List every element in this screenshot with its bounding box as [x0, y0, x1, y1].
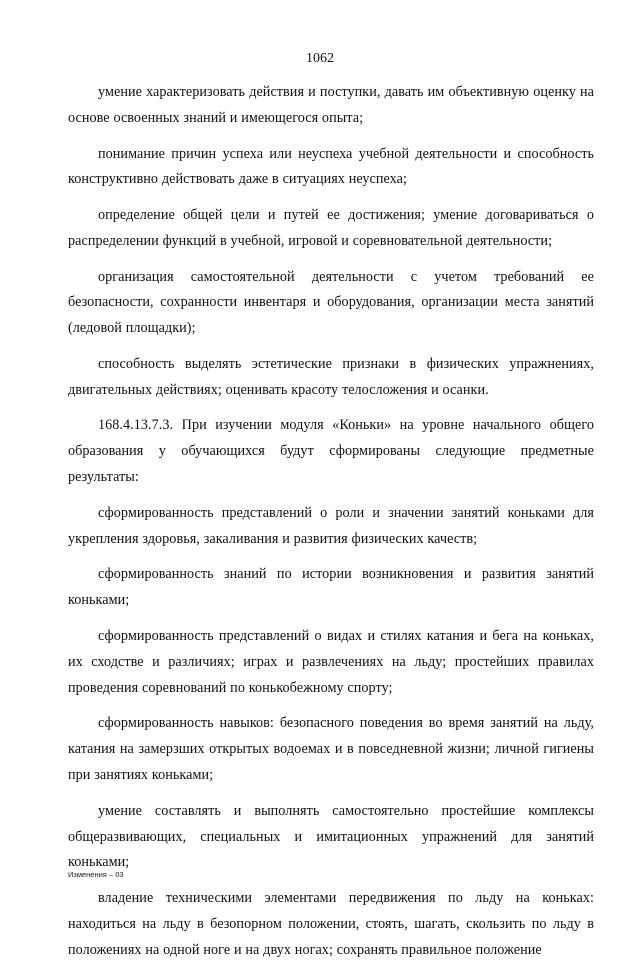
paragraph: сформированность знаний по истории возникновения и развития занятий коньками;	[68, 566, 594, 609]
revision-footer: Изменения – 03	[68, 870, 124, 879]
paragraph: способность выделять эстетические признаки в физических упражнениях, двигательных действиях; оценивать красоту телосложения и осанки.	[68, 355, 594, 398]
paragraph: умение составлять и выполнять самостоятельно простейшие комплексы общеразвивающих, специальных и имитационных упражнений для занятий коньками;	[68, 802, 594, 871]
paragraph: умение характеризовать действия и поступки, давать им объективную оценку на основе освоенных знаний и имеющегося опыта;	[68, 84, 594, 126]
paragraph: понимание причин успеха или неуспеха учебной деятельности и способность конструктивно действовать даже в ситуациях неуспеха;	[68, 145, 594, 188]
paragraph: определение общей цели и путей ее достижения; умение договариваться о распределении функций в учебной, игровой и соревновательной деятельности;	[68, 207, 594, 249]
paragraph: 168.4.13.7.3. При изучении модуля «Коньки» на уровне начального общего образования у обучающихся будут сформированы следующие предметные результаты:	[68, 417, 594, 486]
page-number: 1062	[306, 51, 334, 66]
paragraph: организация самостоятельной деятельности с учетом требований ее безопасности, сохранности инвентаря и оборудования, организации места занятий (ледовой площадки);	[68, 268, 594, 337]
paragraph: сформированность представлений о роли и значении занятий коньками для укрепления здоровья, закаливания и развития физических качеств;	[68, 504, 594, 547]
paragraph: владение техническими элементами передвижения по льду на коньках: находиться на льду в безопорном положении, стоять, шагать, скользить по льду в положениях на одной ноге и на двух ногах; сохранять правильное положение	[68, 890, 594, 958]
paragraph: сформированность навыков: безопасного поведения во время занятий на льду, катания на замерзших открытых водоемах и в повседневной жизни; личной гигиены при занятиях коньками;	[68, 715, 594, 784]
paragraph: сформированность представлений о видах и стилях катания и бега на коньках, их сходстве и различиях; играх и развлечениях на льду; простейших правилах проведения соревнований по конькобежному спорту;	[68, 627, 594, 696]
body-text	[68, 80, 594, 973]
